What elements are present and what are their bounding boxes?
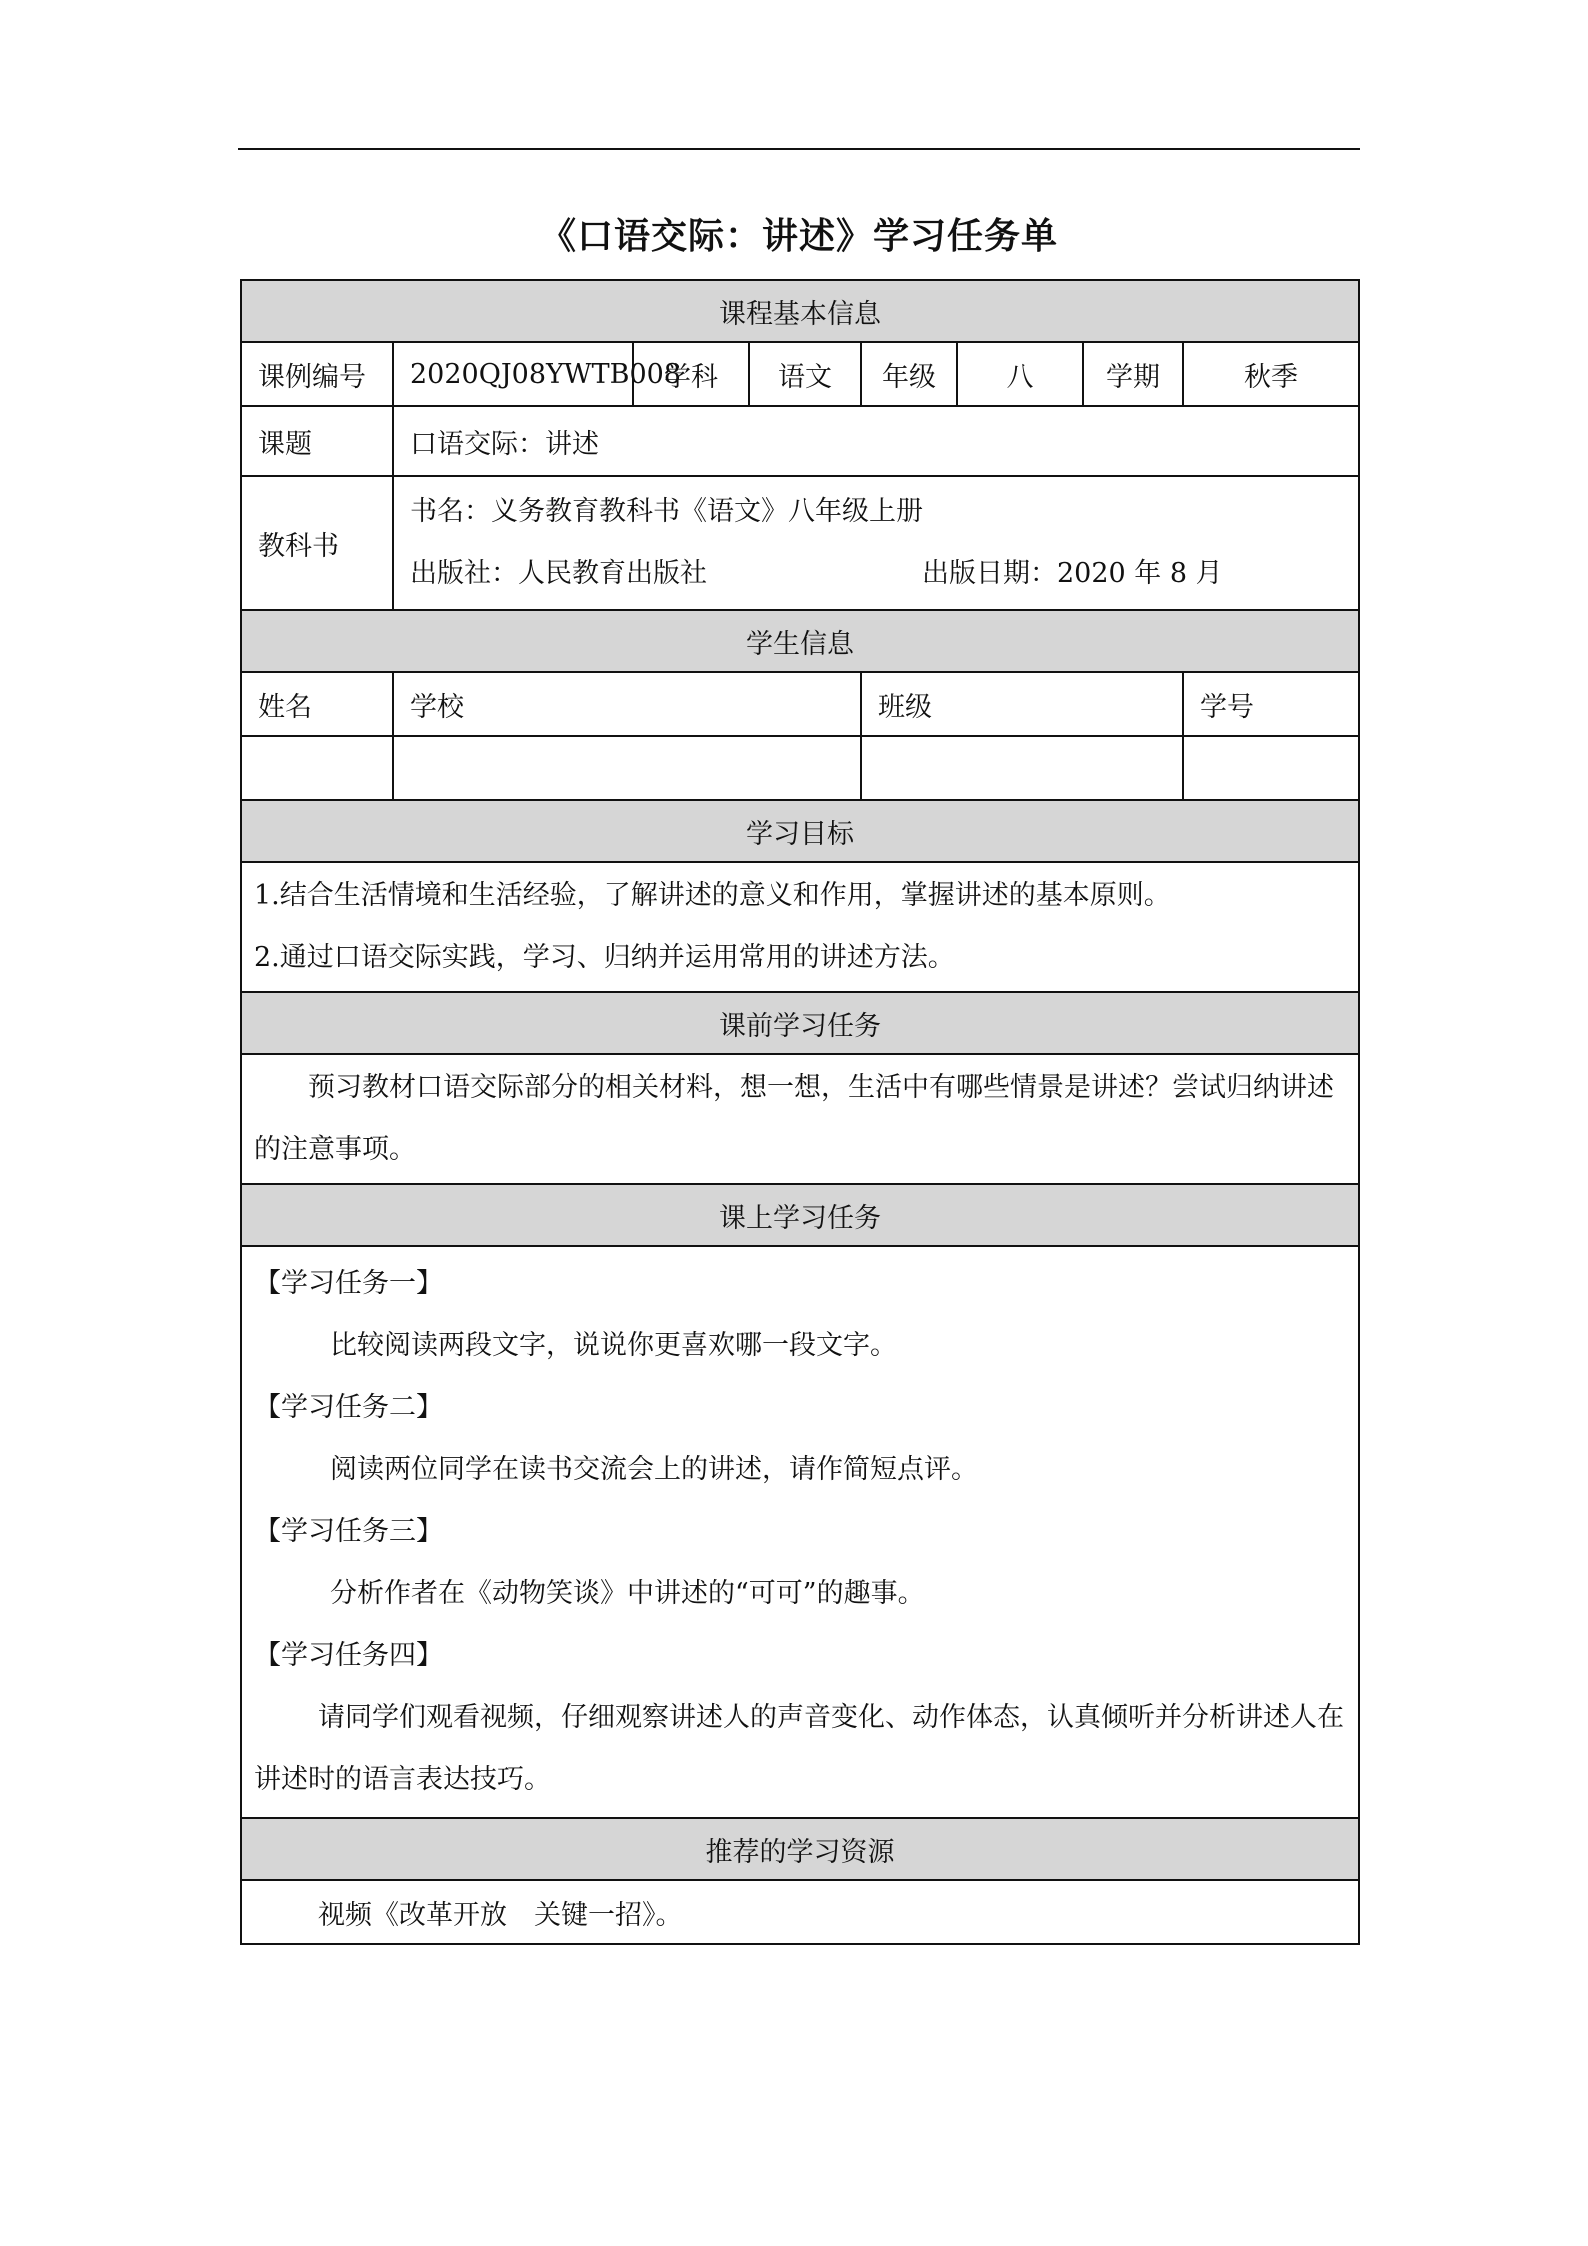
resources-text[interactable]: 视频《改革开放 关键一招》。 — [241, 1880, 1359, 1944]
term-label: 学期 — [1083, 342, 1183, 406]
name-field[interactable] — [241, 736, 393, 800]
textbook-info — [393, 476, 1359, 610]
student-info-input-row — [241, 736, 1359, 800]
in-class-tasks — [241, 1246, 1359, 1818]
resources-header-row — [241, 1818, 1359, 1880]
task-body: 阅读两位同学在读书交流会上的讲述，请作简短点评。 — [330, 1454, 978, 1485]
class-label: 班级 — [861, 672, 1183, 736]
goals-row — [241, 862, 1359, 992]
goal-item: 2.通过口语交际实践，学习、归纳并运用常用的讲述方法。 — [254, 942, 955, 973]
page-title: 《口语交际：讲述》学习任务单 — [539, 216, 1058, 257]
school-label: 学校 — [393, 672, 861, 736]
task-title: 【学习任务二】 — [254, 1392, 443, 1423]
task-body: 请同学们观看视频，仔细观察讲述人的声音变化、动作体态，认真倾听并分析讲述人在讲述时的语言表达技巧。 — [254, 1702, 1344, 1795]
topic-label: 课题 — [241, 406, 393, 476]
goals-header-row — [241, 800, 1359, 862]
goals-content — [241, 862, 1359, 992]
task-title: 【学习任务四】 — [254, 1640, 443, 1671]
task-body: 分析作者在《动物笑谈》中讲述的“可可”的趣事。 — [330, 1578, 925, 1609]
pre-class-header: 课前学习任务 — [241, 992, 1359, 1054]
class-field[interactable] — [861, 736, 1183, 800]
code-value: 2020QJ08YWTB008 — [393, 342, 633, 406]
student-info-header: 学生信息 — [241, 610, 1359, 672]
header-rule — [238, 148, 1360, 150]
task-title: 【学习任务一】 — [254, 1268, 443, 1299]
pre-class-row — [241, 1054, 1359, 1184]
in-class-header: 课上学习任务 — [241, 1184, 1359, 1246]
code-label: 课例编号 — [241, 342, 393, 406]
goals-header: 学习目标 — [241, 800, 1359, 862]
student-info-label-row — [241, 672, 1359, 736]
topic-value: 口语交际：讲述 — [393, 406, 1359, 476]
subject-label: 学科 — [633, 342, 749, 406]
student-info-header-row — [241, 610, 1359, 672]
textbook-label: 教科书 — [241, 476, 393, 610]
task-sheet-table — [240, 279, 1360, 1945]
subject-value: 语文 — [749, 342, 861, 406]
in-class-header-row — [241, 1184, 1359, 1246]
goal-item: 1.结合生活情境和生活经验，了解讲述的意义和作用，掌握讲述的基本原则。 — [254, 880, 1171, 911]
grade-value: 八 — [957, 342, 1083, 406]
course-info-header: 课程基本信息 — [241, 280, 1359, 342]
term-value: 秋季 — [1183, 342, 1359, 406]
task-body: 比较阅读两段文字，说说你更喜欢哪一段文字。 — [330, 1330, 897, 1361]
resources-row — [241, 1880, 1359, 1944]
publisher: 出版社：人民教育出版社 — [410, 558, 707, 589]
school-field[interactable] — [393, 736, 861, 800]
student-id-label: 学号 — [1183, 672, 1359, 736]
in-class-row — [241, 1246, 1359, 1818]
name-label: 姓名 — [241, 672, 393, 736]
publication-date: 出版日期：2020 年 8 月 — [922, 558, 1223, 589]
student-id-field[interactable] — [1183, 736, 1359, 800]
course-info-row — [241, 342, 1359, 406]
resources-header: 推荐的学习资源 — [241, 1818, 1359, 1880]
pre-class-header-row — [241, 992, 1359, 1054]
publisher-line — [410, 543, 1342, 605]
pre-class-text: 预习教材口语交际部分的相关材料，想一想，生活中有哪些情景是讲述？尝试归纳讲述的注意事项。 — [241, 1054, 1359, 1184]
book-name: 书名：义务教育教科书《语文》八年级上册 — [410, 496, 923, 527]
task-title: 【学习任务三】 — [254, 1516, 443, 1547]
course-info-header-row — [241, 280, 1359, 342]
topic-row — [241, 406, 1359, 476]
grade-label: 年级 — [861, 342, 957, 406]
textbook-row — [241, 476, 1359, 610]
